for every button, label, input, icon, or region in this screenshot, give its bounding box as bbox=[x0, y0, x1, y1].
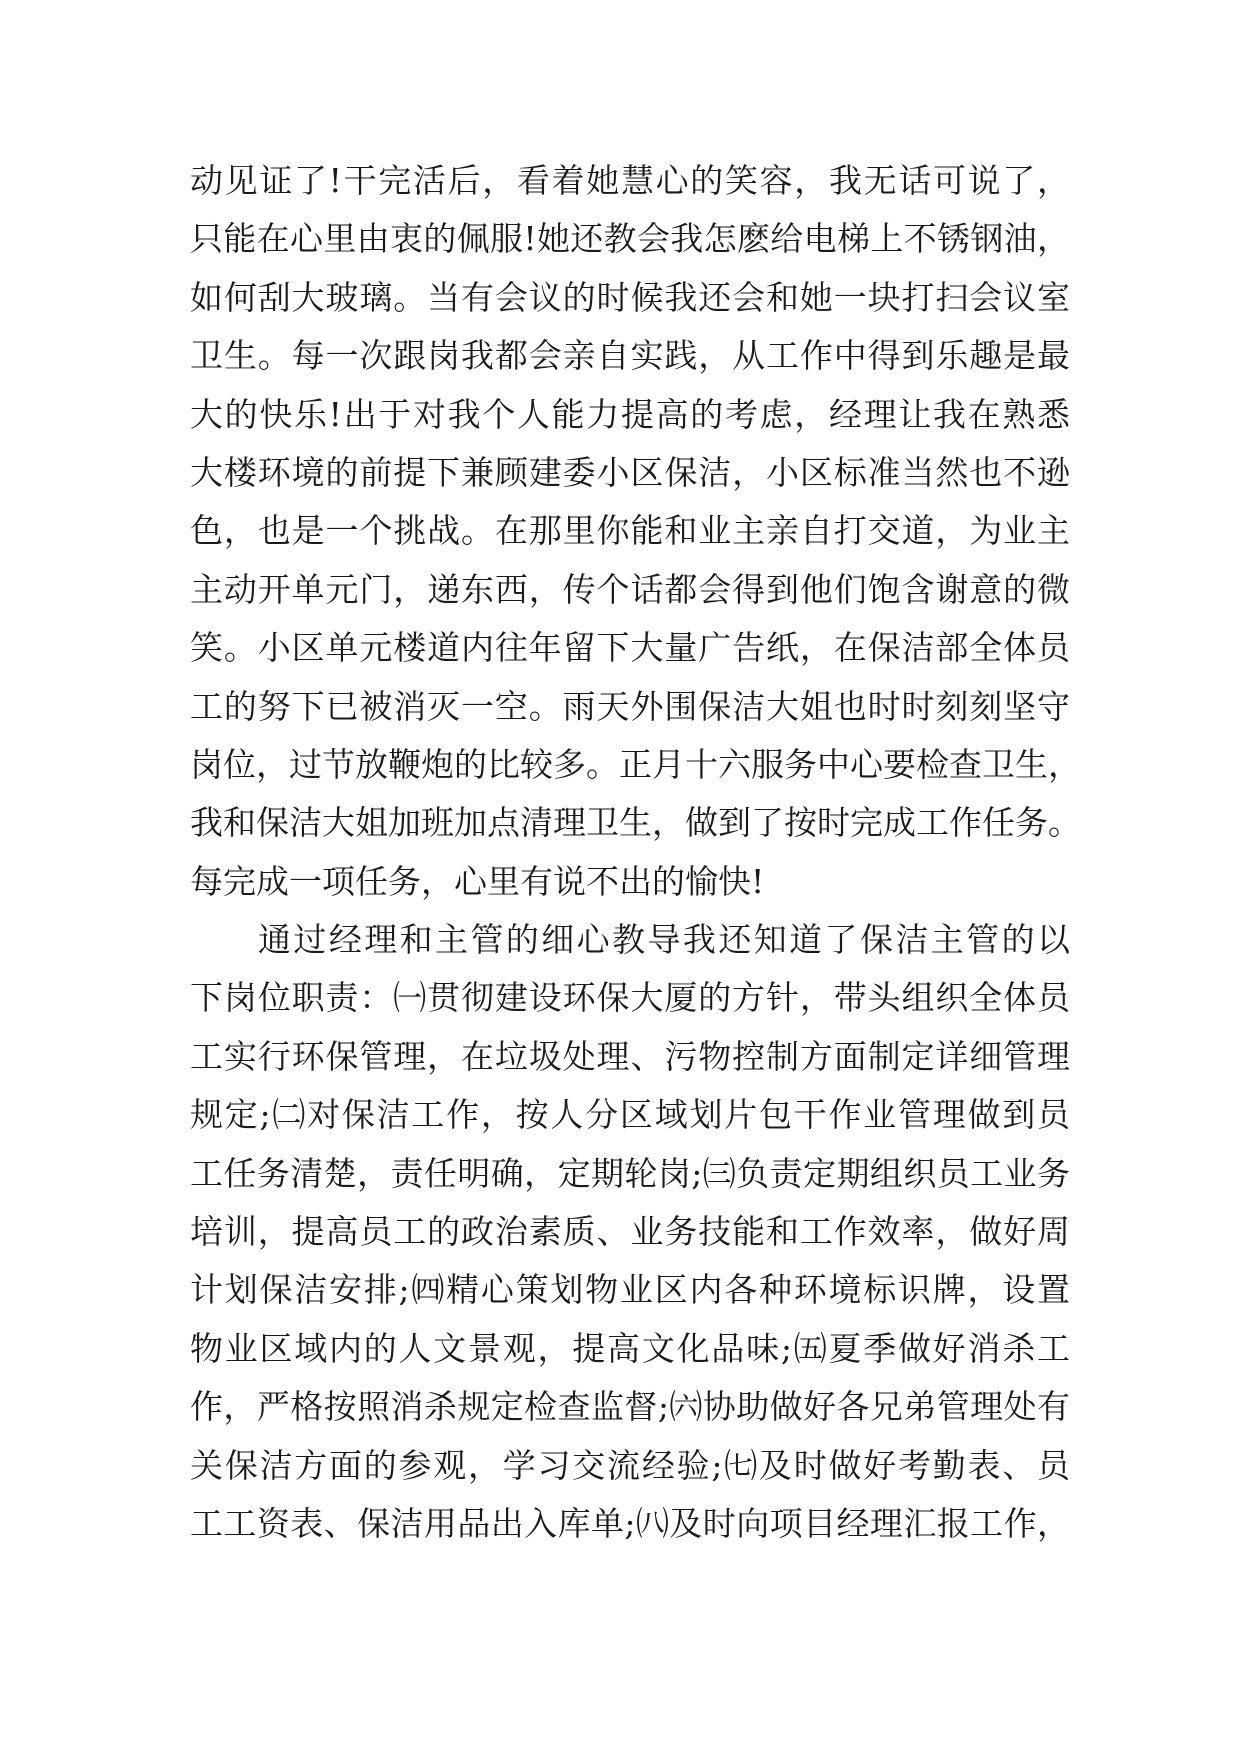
text-line: 作，严格按照消杀规定检查监督;㈥协助做好各兄弟管理处有 bbox=[190, 1387, 1070, 1427]
paragraph-1 bbox=[190, 152, 1081, 911]
text-line: 大楼环境的前提下兼顾建委小区保洁，小区标准当然也不逊 bbox=[190, 452, 1070, 492]
text-line: 色，也是一个挑战。在那里你能和业主亲自打交道，为业主 bbox=[190, 511, 1070, 551]
text-line: 通过经理和主管的细心教导我还知道了保洁主管的以 bbox=[258, 920, 1070, 960]
text-line: 岗位，过节放鞭炮的比较多。正月十六服务中心要检查卫生， bbox=[190, 744, 1081, 784]
text-line: 主动开单元门，递东西，传个话都会得到他们饱含谢意的微 bbox=[190, 569, 1070, 609]
text-line: 培训，提高员工的政治素质、业务技能和工作效率，做好周 bbox=[190, 1212, 1070, 1252]
text-line: 工实行环保管理，在垃圾处理、污物控制方面制定详细管理 bbox=[190, 1036, 1070, 1076]
text-line: 计划保洁安排;㈣精心策划物业区内各种环境标识牌，设置 bbox=[190, 1270, 1070, 1310]
text-line: 每完成一项任务，心里有说不出的愉快! bbox=[190, 861, 765, 901]
text-line: 我和保洁大姐加班加点清理卫生，做到了按时完成工作任务。 bbox=[190, 803, 1081, 843]
text-line: 如何刮大玻璃。当有会议的时候我还会和她一块打扫会议室 bbox=[190, 277, 1070, 317]
text-line: 规定;㈡对保洁工作，按人分区域划片包干作业管理做到员 bbox=[190, 1095, 1070, 1135]
text-line: 工工资表、保洁用品出入库单;㈧及时向项目经理汇报工作， bbox=[190, 1503, 1070, 1543]
text-line: 物业区域内的人文景观，提高文化品味;㈤夏季做好消杀工 bbox=[190, 1328, 1070, 1368]
text-line: 下岗位职责：㈠贯彻建设环保大厦的方针，带头组织全体员 bbox=[190, 978, 1070, 1018]
text-line: 卫生。每一次跟岗我都会亲自实践，从工作中得到乐趣是最 bbox=[190, 336, 1070, 376]
body-text bbox=[190, 152, 1081, 1553]
text-line: 工任务清楚，责任明确，定期轮岗;㈢负责定期组织员工业务 bbox=[190, 1153, 1070, 1193]
text-line: 大的快乐!出于对我个人能力提高的考虑，经理让我在熟悉 bbox=[190, 394, 1070, 434]
text-line: 工的努下已被消灭一空。雨天外围保洁大姐也时时刻刻坚守 bbox=[190, 686, 1070, 726]
text-line: 笑。小区单元楼道内往年留下大量广告纸，在保洁部全体员 bbox=[190, 628, 1070, 668]
text-line: 关保洁方面的参观，学习交流经验;㈦及时做好考勤表、员 bbox=[190, 1445, 1070, 1485]
text-line: 动见证了!干完活后，看着她慧心的笑容，我无话可说了， bbox=[190, 161, 1070, 200]
text-line: 只能在心里由衷的佩服!她还教会我怎麽给电梯上不锈钢油， bbox=[190, 219, 1070, 259]
paragraph-2 bbox=[190, 911, 1070, 1553]
